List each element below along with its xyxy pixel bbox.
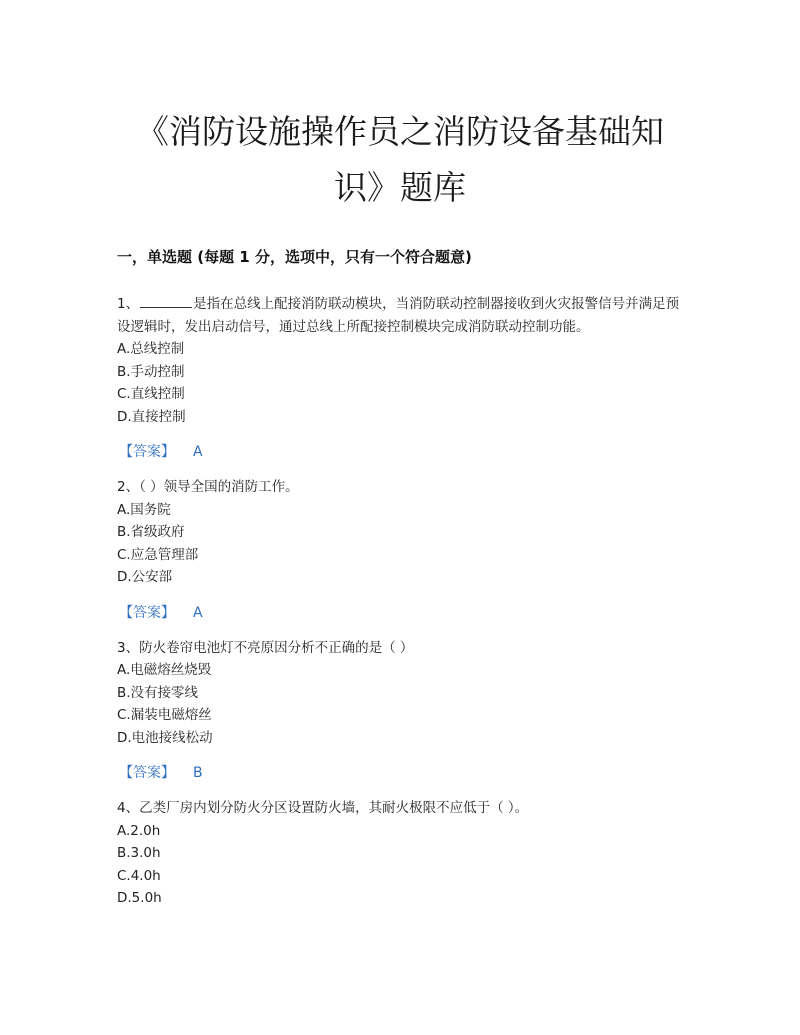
- question-4-number: 4、: [117, 800, 140, 816]
- question-1-option-d: D.直接控制: [117, 408, 186, 425]
- fill-in-blank: [140, 293, 192, 308]
- question-2-option-a: A.国务院: [117, 501, 171, 518]
- question-3: [117, 637, 683, 785]
- question-1-answer: [117, 441, 683, 463]
- question-3-stem: [117, 637, 683, 660]
- question-1-stem: [117, 293, 683, 338]
- question-2-answer: [117, 602, 683, 624]
- question-3-option-c: C.漏装电磁熔丝: [117, 707, 212, 723]
- question-4-option-d: D.5.0h: [117, 890, 162, 906]
- answer-label: 【答案】: [119, 604, 175, 621]
- question-4: [117, 797, 683, 910]
- question-1-number: 1、: [117, 296, 140, 312]
- document-title: [110, 104, 690, 216]
- answer-label: 【答案】: [119, 765, 175, 781]
- question-1-option-a: A.总线控制: [117, 341, 185, 357]
- answer-value: A: [193, 604, 203, 621]
- question-3-option-a: A.电磁熔丝烧毁: [117, 662, 212, 678]
- question-2-stem: [117, 476, 683, 499]
- question-2-text: （ ）领导全国的消防工作。: [139, 479, 299, 495]
- question-2-number: 2、: [117, 479, 140, 495]
- document-title-line2: 识》题库: [334, 168, 466, 207]
- answer-value: B: [193, 765, 203, 781]
- question-4-option-a: A.2.0h: [117, 822, 161, 839]
- question-4-option-b: B.3.0h: [117, 845, 161, 861]
- question-1: [117, 293, 683, 463]
- question-3-options: [117, 659, 683, 749]
- question-2-option-d: D.公安部: [117, 569, 173, 585]
- question-4-text: 乙类厂房内划分防火分区设置防火墙，其耐火极限不应低于（ ）。: [139, 800, 529, 816]
- question-4-stem: [117, 797, 683, 820]
- question-2: [117, 476, 683, 624]
- question-2-option-b: B.省级政府: [117, 524, 185, 540]
- question-3-option-b: B.没有接零线: [117, 684, 199, 701]
- section-heading: 一，单选题 (每题 1 分，选项中，只有一个符合题意): [117, 248, 472, 266]
- question-3-number: 3、: [117, 639, 140, 656]
- answer-value: A: [193, 444, 203, 460]
- question-1-text: 是指在总线上配接消防联动模块，当消防联动控制器接收到火灾报警信号并满足预设逻辑时，发出启动信号，通过总线上所配接控制模块完成消防联动控制功能。: [117, 296, 680, 335]
- question-1-option-c: C.直线控制: [117, 386, 185, 402]
- question-list: [117, 293, 683, 910]
- question-3-answer: [117, 762, 683, 784]
- question-2-options: [117, 499, 683, 589]
- question-2-option-c: C.应急管理部: [117, 546, 199, 563]
- question-4-options: [117, 820, 683, 910]
- question-4-option-c: C.4.0h: [117, 867, 161, 884]
- question-1-option-b: B.手动控制: [117, 363, 185, 380]
- question-3-text: 防火卷帘电池灯不亮原因分析不正确的是（ ）: [139, 639, 414, 656]
- question-3-option-d: D.电池接线松动: [117, 729, 213, 746]
- answer-label: 【答案】: [119, 444, 175, 460]
- question-1-options: [117, 338, 683, 428]
- document-title-line1: 《消防设施操作员之消防设备基础知: [136, 112, 664, 151]
